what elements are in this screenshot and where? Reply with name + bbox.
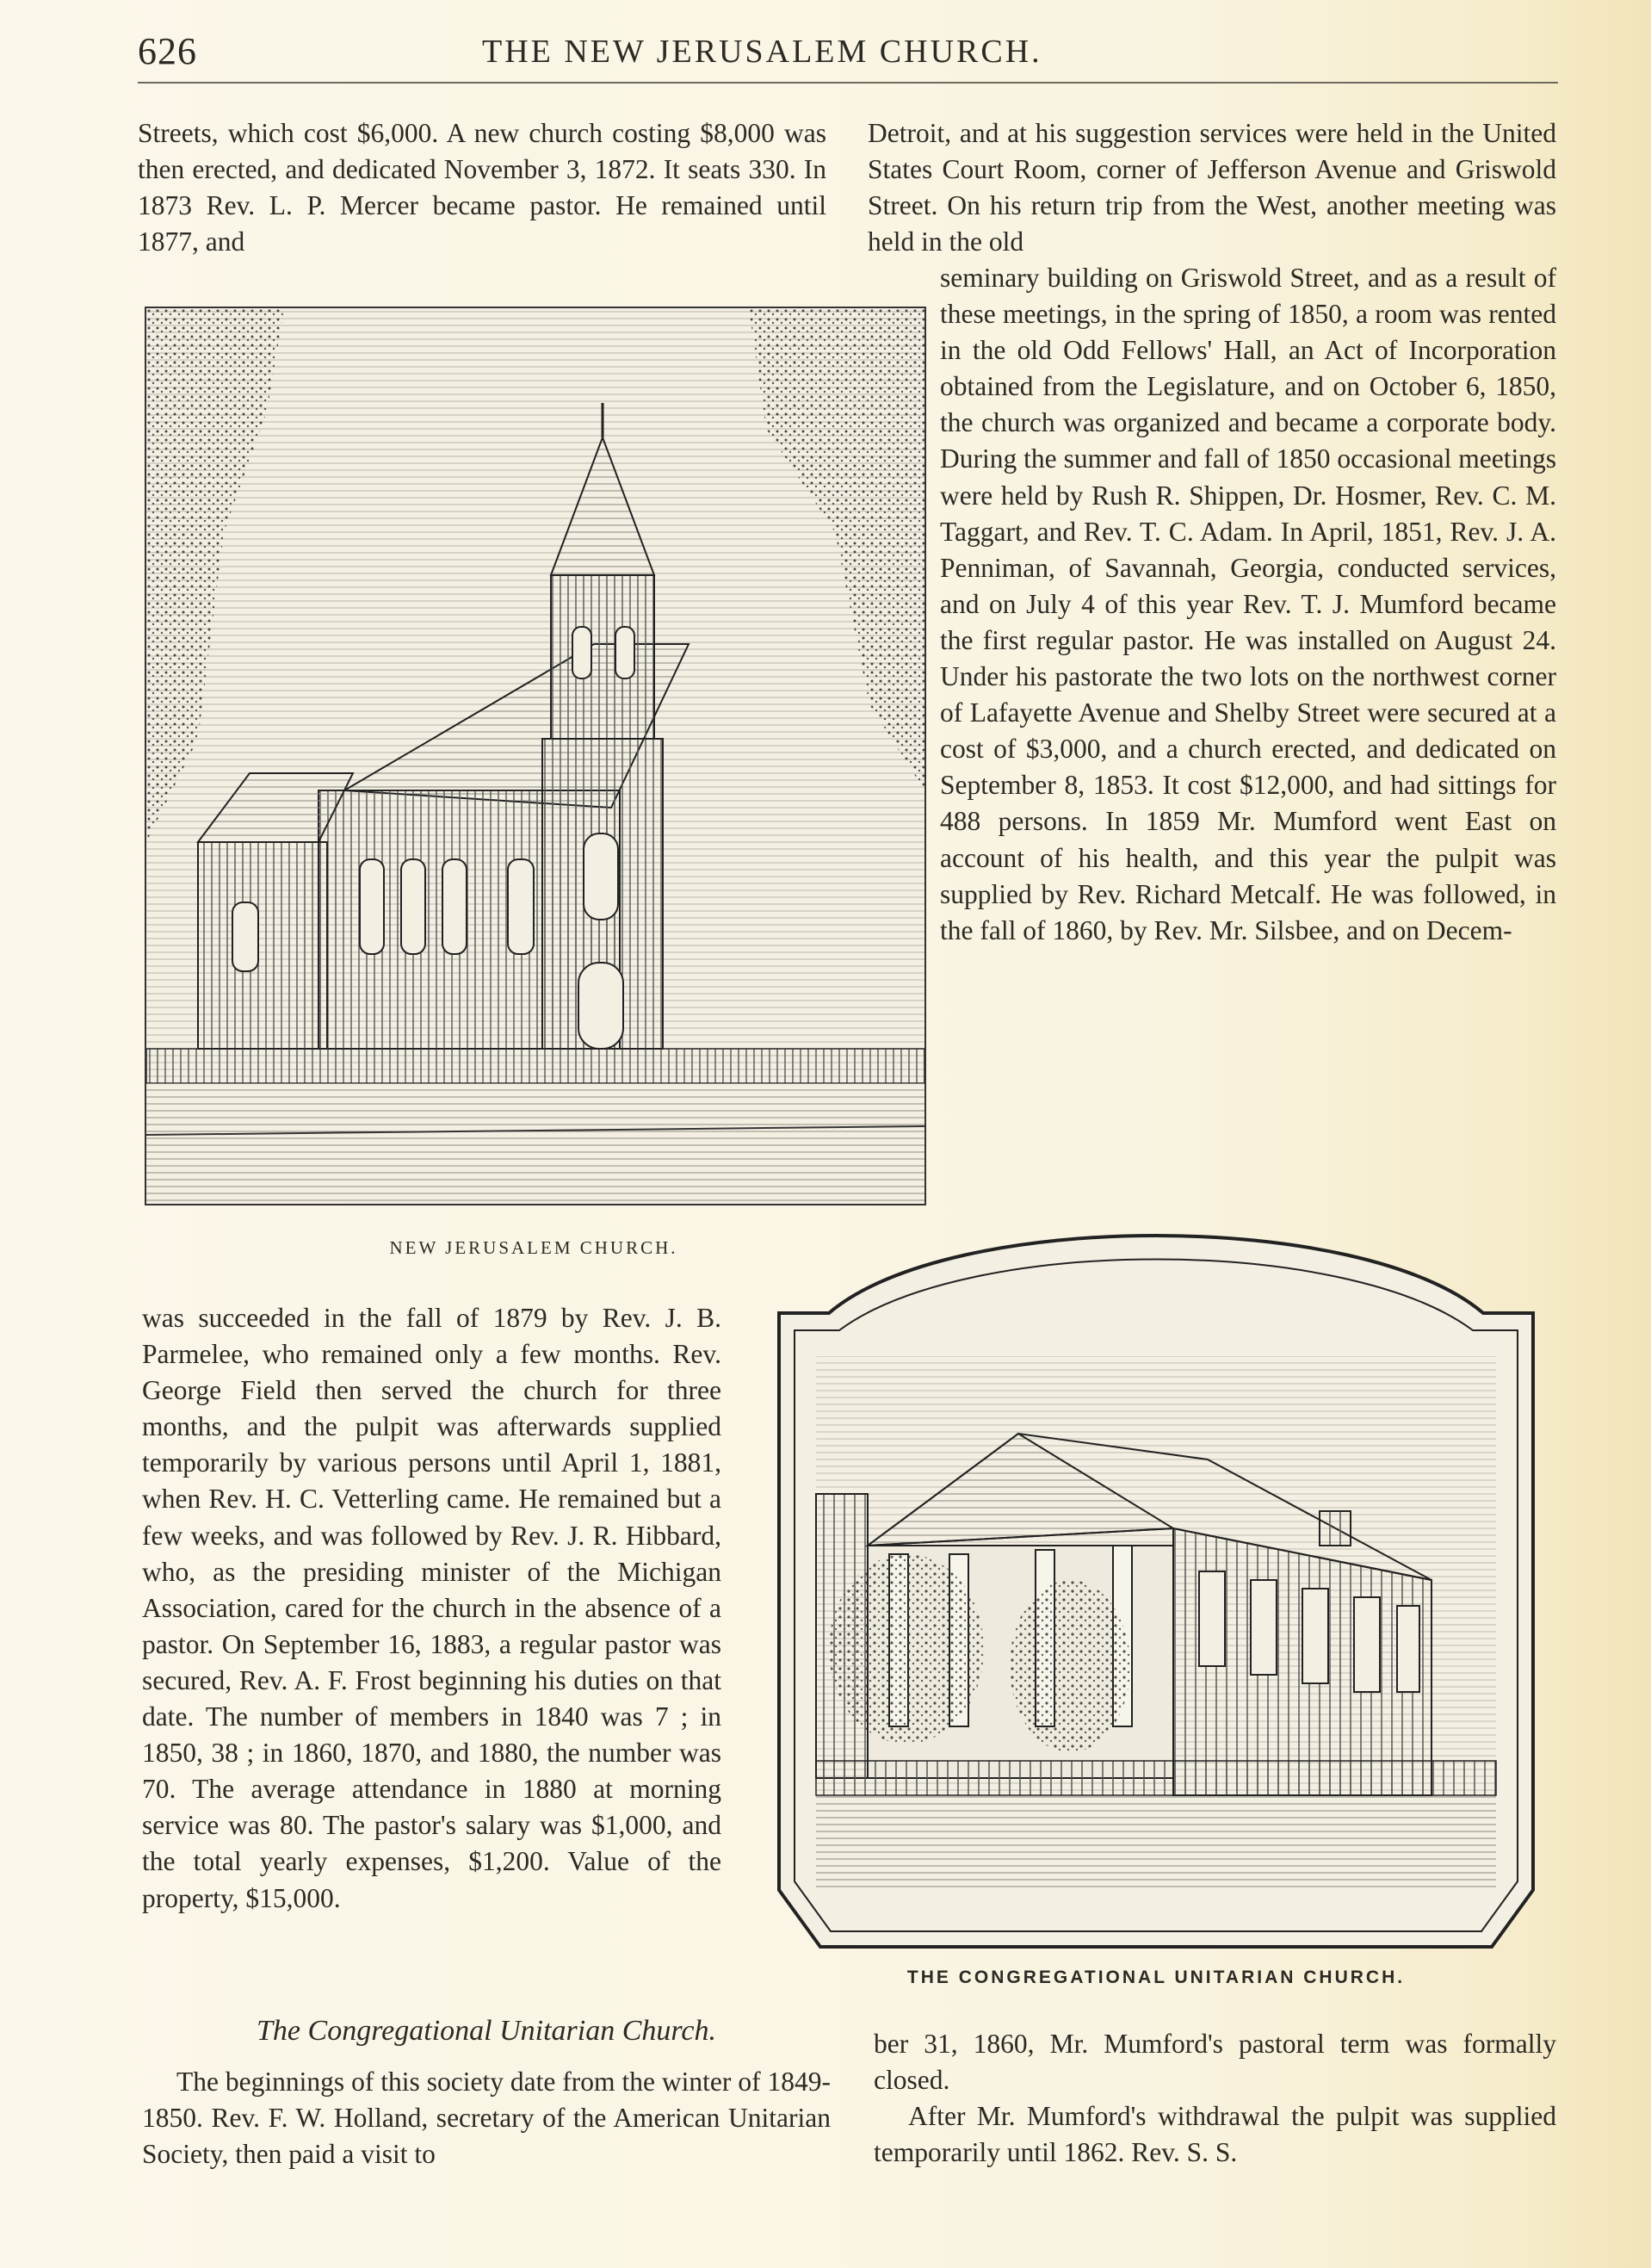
unitarian-church-engraving (777, 1201, 1535, 1950)
new-jerusalem-church-engraving (145, 307, 926, 1205)
left-middle-text: was succeeded in the fall of 1879 by Rev. J. B. Parmelee, who remained only a few months. Rev. George Field then served the church for three months, and the pulpit was afterwards supplied temporarily by various persons until April 1, 1881, when Rev. H. C. Vetterling came. He remained but a few weeks, and was followed by Rev. J. R. Hibbard, who, as the presiding minister of the Michigan Association, cared for the church in the absence of a pastor. On September 16, 1883, a regular pastor was secured, Rev. A. F. Frost beginning his duties on that date. The number of members in 1840 was 7 ; in 1850, 38 ; in 1860, 1870, and 1880, the number was 70. The average attendance in 1880 at morning service was 80. The pastor's salary was $1,000, and the total yearly expenses, $1,200. Value of the property, $15,000. (142, 1303, 721, 1913)
figure2-caption: THE CONGREGATIONAL UNITARIAN CHURCH. (906, 1967, 1406, 1987)
figure1-caption: NEW JERUSALEM CHURCH. (389, 1237, 678, 1258)
header-rule (138, 82, 1558, 84)
church-illustration (146, 308, 924, 1204)
right-top-narrow-paragraph (940, 260, 1556, 949)
section-title: The Congregational Unitarian Church. (257, 2015, 716, 2047)
running-title: THE NEW JERUSALEM CHURCH. (482, 34, 1042, 70)
right-top-wide-text: Detroit, and at his suggestion services were held in the United States Court Room, corner of Jefferson Avenue and Griswold Street. On his return trip from the West, another meeting was held in the old (868, 118, 1556, 257)
left-middle-paragraph (142, 1300, 721, 1917)
unitarian-illustration (777, 1201, 1535, 1950)
page-number: 626 (138, 30, 197, 72)
right-bottom-text2: After Mr. Mumford's withdrawal the pulpit was supplied temporarily until 1862. Rev. S. S. (874, 2101, 1556, 2168)
section-paragraph (142, 2064, 831, 2172)
right-top-narrow-text: seminary building on Griswold Street, and as a result of these meetings, in the spring of 1850, a room was rented in the old Odd Fellows' Hall, an Act of Incorporation obtained from the Legislature, and on October 6, 1850, the church was organized and became a corporate body. During the summer and fall of 1850 occasional meetings were held by Rush R. Shippen, Dr. Hosmer, Rev. C. M. Taggart, and Rev. T. C. Adam. In April, 1851, Rev. J. A. Penniman, of Savannah, Georgia, conducted services, and on July 4 of this year Rev. T. J. Mumford became the first regular pastor. He was installed on August 24. Under his pastorate the two lots on the northwest corner of Lafayette Avenue and Shelby Street were secured at a cost of $3,000, and a church erected, and dedicated on September 8, 1853. It cost $12,000, and had sittings for 488 persons. In 1859 Mr. Mumford went East on account of his health, and this year the pulpit was supplied by Rev. Richard Metcalf. He was followed, in the fall of 1860, by Rev. Mr. Silsbee, and on Decem- (940, 263, 1556, 945)
right-top-wide-paragraph (868, 115, 1556, 260)
right-bottom-text1: ber 31, 1860, Mr. Mumford's pastoral term was formally closed. (874, 2029, 1556, 2096)
left-top-paragraph (138, 115, 826, 260)
left-top-text: Streets, which cost $6,000. A new church costing $8,000 was then erected, and dedicated November 3, 1872. It seats 330. In 1873 Rev. L. P. Mercer became pastor. He remained until 1877, and (138, 118, 826, 257)
right-bottom-paragraphs (874, 2026, 1556, 2171)
section-text: The beginnings of this society date from the winter of 1849-1850. Rev. F. W. Holland, secretary of the American Unitarian Society, then paid a visit to (142, 2067, 831, 2170)
